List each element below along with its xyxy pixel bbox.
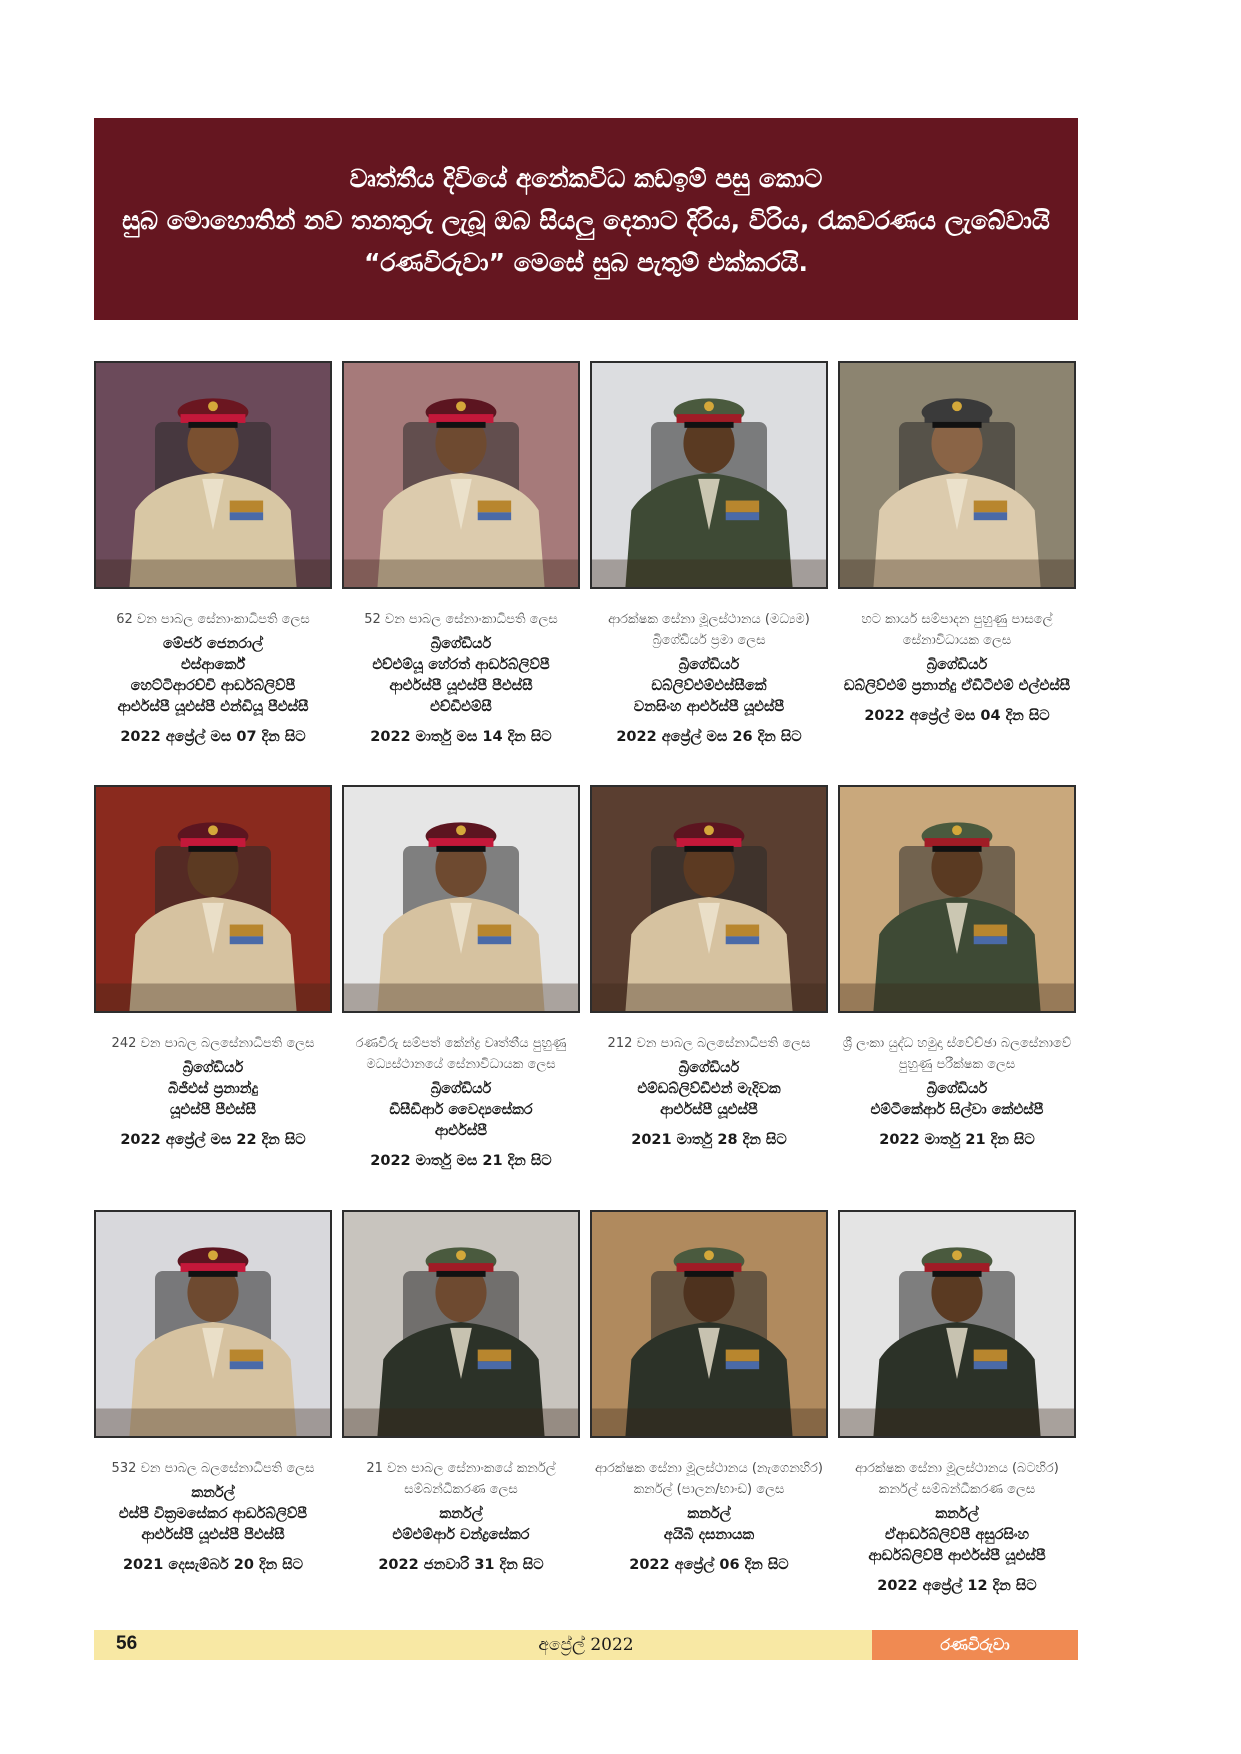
- officer-portrait-icon: [592, 1212, 826, 1436]
- officer-role: ආරක්ෂක සේනා මූලස්ථානය (බටහිර) කර්නල් සම්බන්ධීකරණ ලෙස: [855, 1461, 1059, 1497]
- officer-photo: [342, 361, 580, 589]
- officer-portrait-icon: [840, 363, 1074, 587]
- appointment-date: 2022 අප්‍රේල් මස 07 දින සිට: [120, 729, 306, 745]
- officer-rank: බ්‍රිගේඩියර්: [678, 657, 740, 673]
- officer-role: 52 වන පාබල සේනාංකාධිපති ලෙස: [364, 612, 558, 627]
- officer-name: ඩබ්ලිව්එම් ප්‍රනාන්දු ඒඩීටීඑම් එල්එස්සී: [843, 678, 1071, 694]
- officer-role: ශ්‍රී ලංකා යුද්ධ හමුදා ස්වේච්ඡා බලසේනාවේ පුහුණු පරීක්ෂක ලෙස: [842, 1036, 1072, 1072]
- officer-photo: [94, 361, 332, 589]
- officer-rank: මේජර් ජෙනරාල්: [163, 636, 263, 652]
- appointment-date: 2022 අප්‍රේල් 06 දින සිට: [629, 1557, 789, 1573]
- officer-card: [342, 1210, 580, 1576]
- officer-info: [94, 609, 332, 748]
- officer-name: අයිබී දසනායක: [663, 1527, 755, 1543]
- officer-rank: බ්‍රිගේඩියර්: [182, 1060, 244, 1076]
- officer-role: 21 වන පාබල සේනාංකයේ කර්නල් සම්බන්ධීකරණ ලෙස: [366, 1461, 556, 1497]
- officer-info: [94, 1033, 332, 1151]
- officer-name: එස්පී වික්‍රමසේකර ආර්ඩබ්ලිව්පී ආර්එස්පී යූඑස්පී පීඑස්සී: [118, 1506, 308, 1543]
- officer-portrait-icon: [840, 1212, 1074, 1436]
- officer-portrait-icon: [592, 787, 826, 1011]
- officer-name: ඒආර්ඩබ්ලිව්පී අසුරසිංහ ආර්ඩබ්ලිව්පී ආර්එස්පී යූඑස්පී: [868, 1527, 1046, 1564]
- appointment-date: 2022 මාර්තු මස 21 දින සිට: [370, 1153, 552, 1169]
- appointment-date: 2022 අප්‍රේල් මස 04 දින සිට: [864, 708, 1050, 724]
- officer-portrait-icon: [344, 787, 578, 1011]
- officer-name: එච්එම්යූ හේරත් ආර්ඩබ්ලිව්පී ආර්එස්පී යූඑස්පී පීඑස්සී එච්ඩීඑම්සී: [372, 657, 550, 715]
- officer-card: [94, 1210, 332, 1576]
- officer-info: [342, 1458, 580, 1576]
- officer-rank: කර්නල්: [935, 1506, 979, 1522]
- officer-portrait-icon: [96, 363, 330, 587]
- officer-name: ඩබ්ලිව්එම්එස්සීකේ වනසිංහ ආර්එස්පී යූඑස්පී: [633, 678, 785, 715]
- banner-line-2: සුබ මොහොතින් නව තනතුරු ලැබූ ඔබ සියලු දෙනාට දිරිය, විරිය, රැකවරණය ලැබේවායි: [122, 206, 1050, 235]
- officer-name: බීජීඑස් ප්‍රනාන්දු යූඑස්පී පීඑස්සී: [167, 1081, 259, 1118]
- officer-role: හට කාර්ය සම්පාදන පුහුණු පාසලේ සේනාවිධායක ලෙස: [861, 612, 1053, 648]
- officer-portrait-icon: [592, 363, 826, 587]
- officer-rank: බ්‍රිගේඩියර්: [678, 1060, 740, 1076]
- officer-role: ආරක්ෂක සේනා මූලස්ථානය (නැගෙනහිර) කර්නල් (පාලන/භාංඩ) ලෙස: [595, 1461, 823, 1497]
- appointment-date: 2022 අප්‍රේල් 12 දින සිට: [877, 1578, 1037, 1594]
- officer-card: [94, 785, 332, 1151]
- officer-card: [342, 785, 580, 1172]
- officer-photo: [838, 1210, 1076, 1438]
- page-number: 56: [116, 1633, 138, 1654]
- officer-role: 242 වන පාබල බලසේනාධිපති ලෙස: [111, 1036, 315, 1051]
- officer-name: එම්ටීකේආර් සිල්වා කේඑස්පී: [870, 1102, 1044, 1118]
- officer-photo: [342, 785, 580, 1013]
- officer-rank: බ්‍රිගේඩියර්: [430, 1081, 492, 1097]
- officer-role: රණවිරු සම්පත් කේන්ද්‍ර වෘත්තීය පුහුණු මධ්‍යස්ථානයේ සේනාවිධායක ලෙස: [355, 1036, 567, 1072]
- officer-rank: බ්‍රිගේඩියර්: [926, 657, 988, 673]
- page-footer: [94, 1630, 1078, 1660]
- officer-card: [838, 785, 1076, 1151]
- officer-photo: [838, 785, 1076, 1013]
- appointment-date: 2022 අප්‍රේල් මස 22 දින සිට: [120, 1132, 306, 1148]
- magazine-name: රණවිරුවා: [872, 1630, 1078, 1660]
- appointment-date: 2022 මාර්තු මස 14 දින සිට: [370, 729, 552, 745]
- appointment-date: 2022 අප්‍රේල් මස 26 දින සිට: [616, 729, 802, 745]
- officer-card: [342, 361, 580, 748]
- appointment-date: 2021 මාර්තු 28 දින සිට: [631, 1132, 787, 1148]
- officer-name: එම්එම්ආර් චන්ද්‍රසේකර: [392, 1527, 530, 1543]
- issue-date: අප්‍රේල් 2022: [538, 1635, 634, 1655]
- officer-photo: [342, 1210, 580, 1438]
- banner-line-3: “රණවිරුවා” මෙසේ සුබ පැතුම් එක්කරයි.: [363, 248, 809, 277]
- officer-role: 62 වන පාබල සේනාංකාධිපති ලෙස: [116, 612, 310, 627]
- officer-rank: කර්නල්: [191, 1485, 235, 1501]
- officer-rank: බ්‍රිගේඩියර්: [926, 1081, 988, 1097]
- officer-role: ආරක්ෂක සේනා මූලස්ථානය (මධ්‍යම) බ්‍රිගේඩියර් ප්‍රමා ලෙස: [608, 612, 810, 648]
- officer-card: [590, 361, 828, 748]
- officer-role: 212 වන පාබල බලසේනාධිපති ලෙස: [607, 1036, 811, 1051]
- officer-card: [590, 1210, 828, 1576]
- officer-info: [342, 1033, 580, 1172]
- officer-rank: කර්නල්: [687, 1506, 731, 1522]
- officer-portrait-icon: [840, 787, 1074, 1011]
- banner-line-1: වෘත්තීය දිවියේ අනේකවිධ කඩඉම් පසු කොට: [349, 164, 823, 193]
- officer-portrait-icon: [344, 363, 578, 587]
- appointment-date: 2022 ජනවාරි 31 දින සිට: [378, 1557, 544, 1573]
- appointment-date: 2022 මාර්තු 21 දින සිට: [879, 1132, 1035, 1148]
- officer-info: [590, 609, 828, 748]
- officer-card: [590, 785, 828, 1151]
- officer-info: [838, 1458, 1076, 1597]
- officer-portrait-icon: [96, 787, 330, 1011]
- officer-rank: කර්නල්: [439, 1506, 483, 1522]
- officer-info: [838, 609, 1076, 727]
- officer-photo: [94, 1210, 332, 1438]
- officer-card: [94, 361, 332, 748]
- officer-photo: [94, 785, 332, 1013]
- officer-photo: [590, 1210, 828, 1438]
- officer-card: [838, 1210, 1076, 1597]
- officer-photo: [590, 785, 828, 1013]
- officer-info: [94, 1458, 332, 1576]
- appointment-date: 2021 දෙසැම්බර් 20 දින සිට: [122, 1557, 304, 1573]
- officer-photo: [838, 361, 1076, 589]
- officer-info: [590, 1458, 828, 1576]
- greeting-banner: [94, 118, 1078, 320]
- officer-card: [838, 361, 1076, 727]
- officer-name: ඩීසීඩීආර් වෛද්‍යසේකර ආර්එස්පී: [389, 1102, 533, 1139]
- officer-portrait-icon: [344, 1212, 578, 1436]
- officer-name: එස්ආර්කේ හෙට්ටිආරච්චි ආර්ඩබ්ලිව්පී ආර්එස්පී යූඑස්පී එන්ඩියූ පීඑස්සී: [117, 657, 309, 715]
- officer-role: 532 වන පාබල බලසේනාධිපති ලෙස: [111, 1461, 315, 1476]
- officer-info: [342, 609, 580, 748]
- officer-portrait-icon: [96, 1212, 330, 1436]
- officer-info: [838, 1033, 1076, 1151]
- officer-name: එම්ඩබ්ලිව්ඩීඑන් මැදිවක ආර්එස්පී යූඑස්පී: [637, 1081, 781, 1118]
- officer-rank: බ්‍රිගේඩියර්: [430, 636, 492, 652]
- officer-info: [590, 1033, 828, 1151]
- officer-photo: [590, 361, 828, 589]
